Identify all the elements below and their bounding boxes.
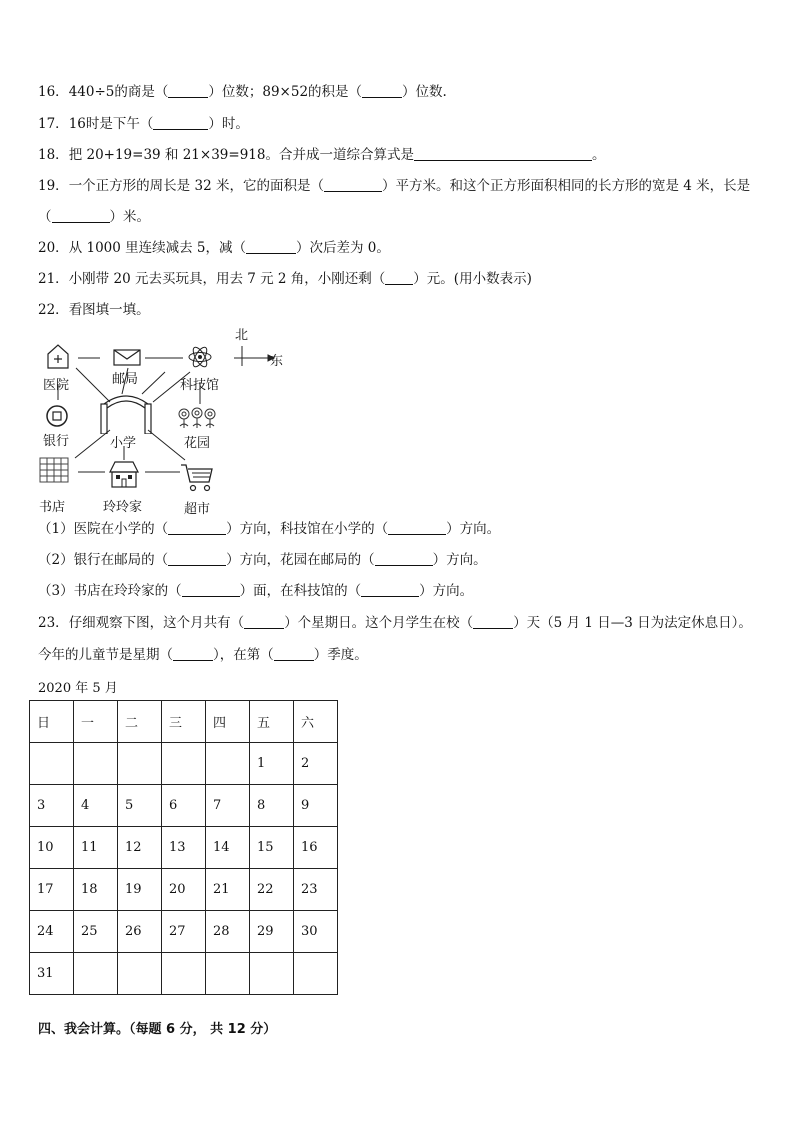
answer-blank[interactable] xyxy=(361,584,419,597)
calendar-cell xyxy=(74,953,118,995)
school-gate-icon xyxy=(98,390,154,434)
answer-blank[interactable] xyxy=(244,616,284,629)
house-icon xyxy=(108,460,140,488)
calendar-cell: 三 xyxy=(162,701,206,743)
calendar-week-row xyxy=(30,743,338,785)
answer-blank[interactable] xyxy=(173,648,213,661)
calendar-week-row xyxy=(30,785,338,827)
calendar-cell: 23 xyxy=(294,869,338,911)
calendar-cell: 27 xyxy=(162,911,206,953)
question-19-cont: （ ）米。 xyxy=(38,209,150,225)
label-post-office: 邮局 xyxy=(112,372,139,387)
answer-blank[interactable] xyxy=(168,553,226,566)
calendar-cell: 17 xyxy=(30,869,74,911)
envelope-icon xyxy=(113,349,141,367)
calendar-cell: 18 xyxy=(74,869,118,911)
answer-blank[interactable] xyxy=(246,241,296,254)
label-bookstore: 书店 xyxy=(39,500,66,515)
answer-blank[interactable] xyxy=(274,648,314,661)
calendar-cell xyxy=(118,743,162,785)
question-17: 17．16时是下午（ ）时。 xyxy=(38,116,249,132)
question-21: 21．小刚带 20 元去买玩具，用去 7 元 2 角，小刚还剩（ ）元。(用小数表示) xyxy=(38,271,532,287)
label-science-museum: 科技馆 xyxy=(180,378,220,393)
calendar-cell: 13 xyxy=(162,827,206,869)
calendar-cell xyxy=(30,743,74,785)
calendar-cell xyxy=(250,953,294,995)
calendar-cell xyxy=(118,953,162,995)
calendar-cell: 31 xyxy=(30,953,74,995)
calendar-cell: 12 xyxy=(118,827,162,869)
calendar-cell: 7 xyxy=(206,785,250,827)
calendar-cell: 16 xyxy=(294,827,338,869)
answer-blank[interactable] xyxy=(182,584,240,597)
label-hospital: 医院 xyxy=(43,378,70,393)
atom-icon xyxy=(187,344,213,370)
books-icon xyxy=(38,456,70,484)
calendar-cell: 15 xyxy=(250,827,294,869)
shopping-cart-icon xyxy=(180,462,214,494)
question-22: 22．看图填一填。 xyxy=(38,302,150,318)
question-22-1: （1）医院在小学的（ ）方向，科技馆在小学的（ ）方向。 xyxy=(38,521,501,537)
question-18: 18．把 20+19=39 和 21×39=918。合并成一道综合算式是 。 xyxy=(38,147,606,163)
calendar-cell: 六 xyxy=(294,701,338,743)
calendar-cell: 日 xyxy=(30,701,74,743)
calendar-cell: 28 xyxy=(206,911,250,953)
calendar-cell: 4 xyxy=(74,785,118,827)
compass-north: 北 xyxy=(235,328,249,343)
calendar-cell xyxy=(206,953,250,995)
question-23-cont: 今年的儿童节是星期（ ），在第（ ）季度。 xyxy=(38,647,368,663)
calendar-week-row xyxy=(30,827,338,869)
calendar-cell: 1 xyxy=(250,743,294,785)
calendar-week-row xyxy=(30,953,338,995)
question-20: 20．从 1000 里连续减去 5，减（ ）次后差为 0。 xyxy=(38,240,390,256)
answer-blank[interactable] xyxy=(324,179,382,192)
question-19: 19．一个正方形的周长是 32 米，它的面积是（ ）平方米。和这个正方形面积相同的长方形的宽是 4 米，长是 xyxy=(38,178,751,194)
calendar-cell: 10 xyxy=(30,827,74,869)
calendar-cell: 14 xyxy=(206,827,250,869)
calendar-cell: 五 xyxy=(250,701,294,743)
compass-east: 东 xyxy=(270,354,284,369)
answer-blank[interactable] xyxy=(168,522,226,535)
calendar-cell: 19 xyxy=(118,869,162,911)
calendar-cell: 四 xyxy=(206,701,250,743)
calendar-cell: 21 xyxy=(206,869,250,911)
answer-blank[interactable] xyxy=(153,117,208,130)
label-supermarket: 超市 xyxy=(184,502,211,517)
calendar-cell: 二 xyxy=(118,701,162,743)
calendar-cell xyxy=(162,953,206,995)
answer-blank[interactable] xyxy=(388,522,446,535)
question-22-3: （3）书店在玲玲家的（ ）面，在科技馆的（ ）方向。 xyxy=(38,583,474,599)
calendar-cell: 25 xyxy=(74,911,118,953)
label-garden: 花园 xyxy=(184,436,211,451)
calendar-cell: 30 xyxy=(294,911,338,953)
question-22-2: （2）银行在邮局的（ ）方向，花园在邮局的（ ）方向。 xyxy=(38,552,487,568)
answer-blank[interactable] xyxy=(385,272,413,285)
section-4-heading: 四、我会计算。（每题 6 分， 共 12 分） xyxy=(38,1022,277,1037)
calendar-table xyxy=(29,700,338,995)
answer-blank[interactable] xyxy=(168,85,208,98)
calendar-cell: 6 xyxy=(162,785,206,827)
flowers-icon xyxy=(176,406,218,430)
answer-blank[interactable] xyxy=(52,210,110,223)
question-23: 23．仔细观察下图，这个月共有（ ）个星期日。这个月学生在校（ ）天（5 月 1 日—3 日为法定休息日）。 xyxy=(38,615,752,631)
calendar-cell: 2 xyxy=(294,743,338,785)
calendar-cell: 3 xyxy=(30,785,74,827)
answer-blank[interactable] xyxy=(375,553,433,566)
calendar-week-row xyxy=(30,911,338,953)
calendar-cell: 22 xyxy=(250,869,294,911)
calendar-cell xyxy=(294,953,338,995)
question-16: 16．440÷5的商是（ ）位数；89×52的积是（ ）位数. xyxy=(38,84,447,100)
calendar-week-row xyxy=(30,869,338,911)
calendar-cell: 8 xyxy=(250,785,294,827)
calendar-cell: 29 xyxy=(250,911,294,953)
calendar-cell: 20 xyxy=(162,869,206,911)
calendar-cell: 26 xyxy=(118,911,162,953)
calendar-title: 2020 年 5 月 xyxy=(38,681,118,696)
calendar-header-row xyxy=(30,701,338,743)
answer-blank[interactable] xyxy=(362,85,402,98)
calendar-cell: 9 xyxy=(294,785,338,827)
coin-icon xyxy=(45,404,69,428)
answer-blank[interactable] xyxy=(414,148,592,161)
calendar-cell: 11 xyxy=(74,827,118,869)
label-bank: 银行 xyxy=(43,434,70,449)
calendar-cell: 5 xyxy=(118,785,162,827)
hospital-icon xyxy=(45,342,71,370)
label-lingling-home: 玲玲家 xyxy=(103,500,143,515)
calendar-cell: 24 xyxy=(30,911,74,953)
direction-map xyxy=(30,322,300,518)
calendar-cell xyxy=(206,743,250,785)
calendar-cell xyxy=(162,743,206,785)
label-school: 小学 xyxy=(110,436,137,451)
calendar-cell: 一 xyxy=(74,701,118,743)
calendar-cell xyxy=(74,743,118,785)
answer-blank[interactable] xyxy=(473,616,513,629)
